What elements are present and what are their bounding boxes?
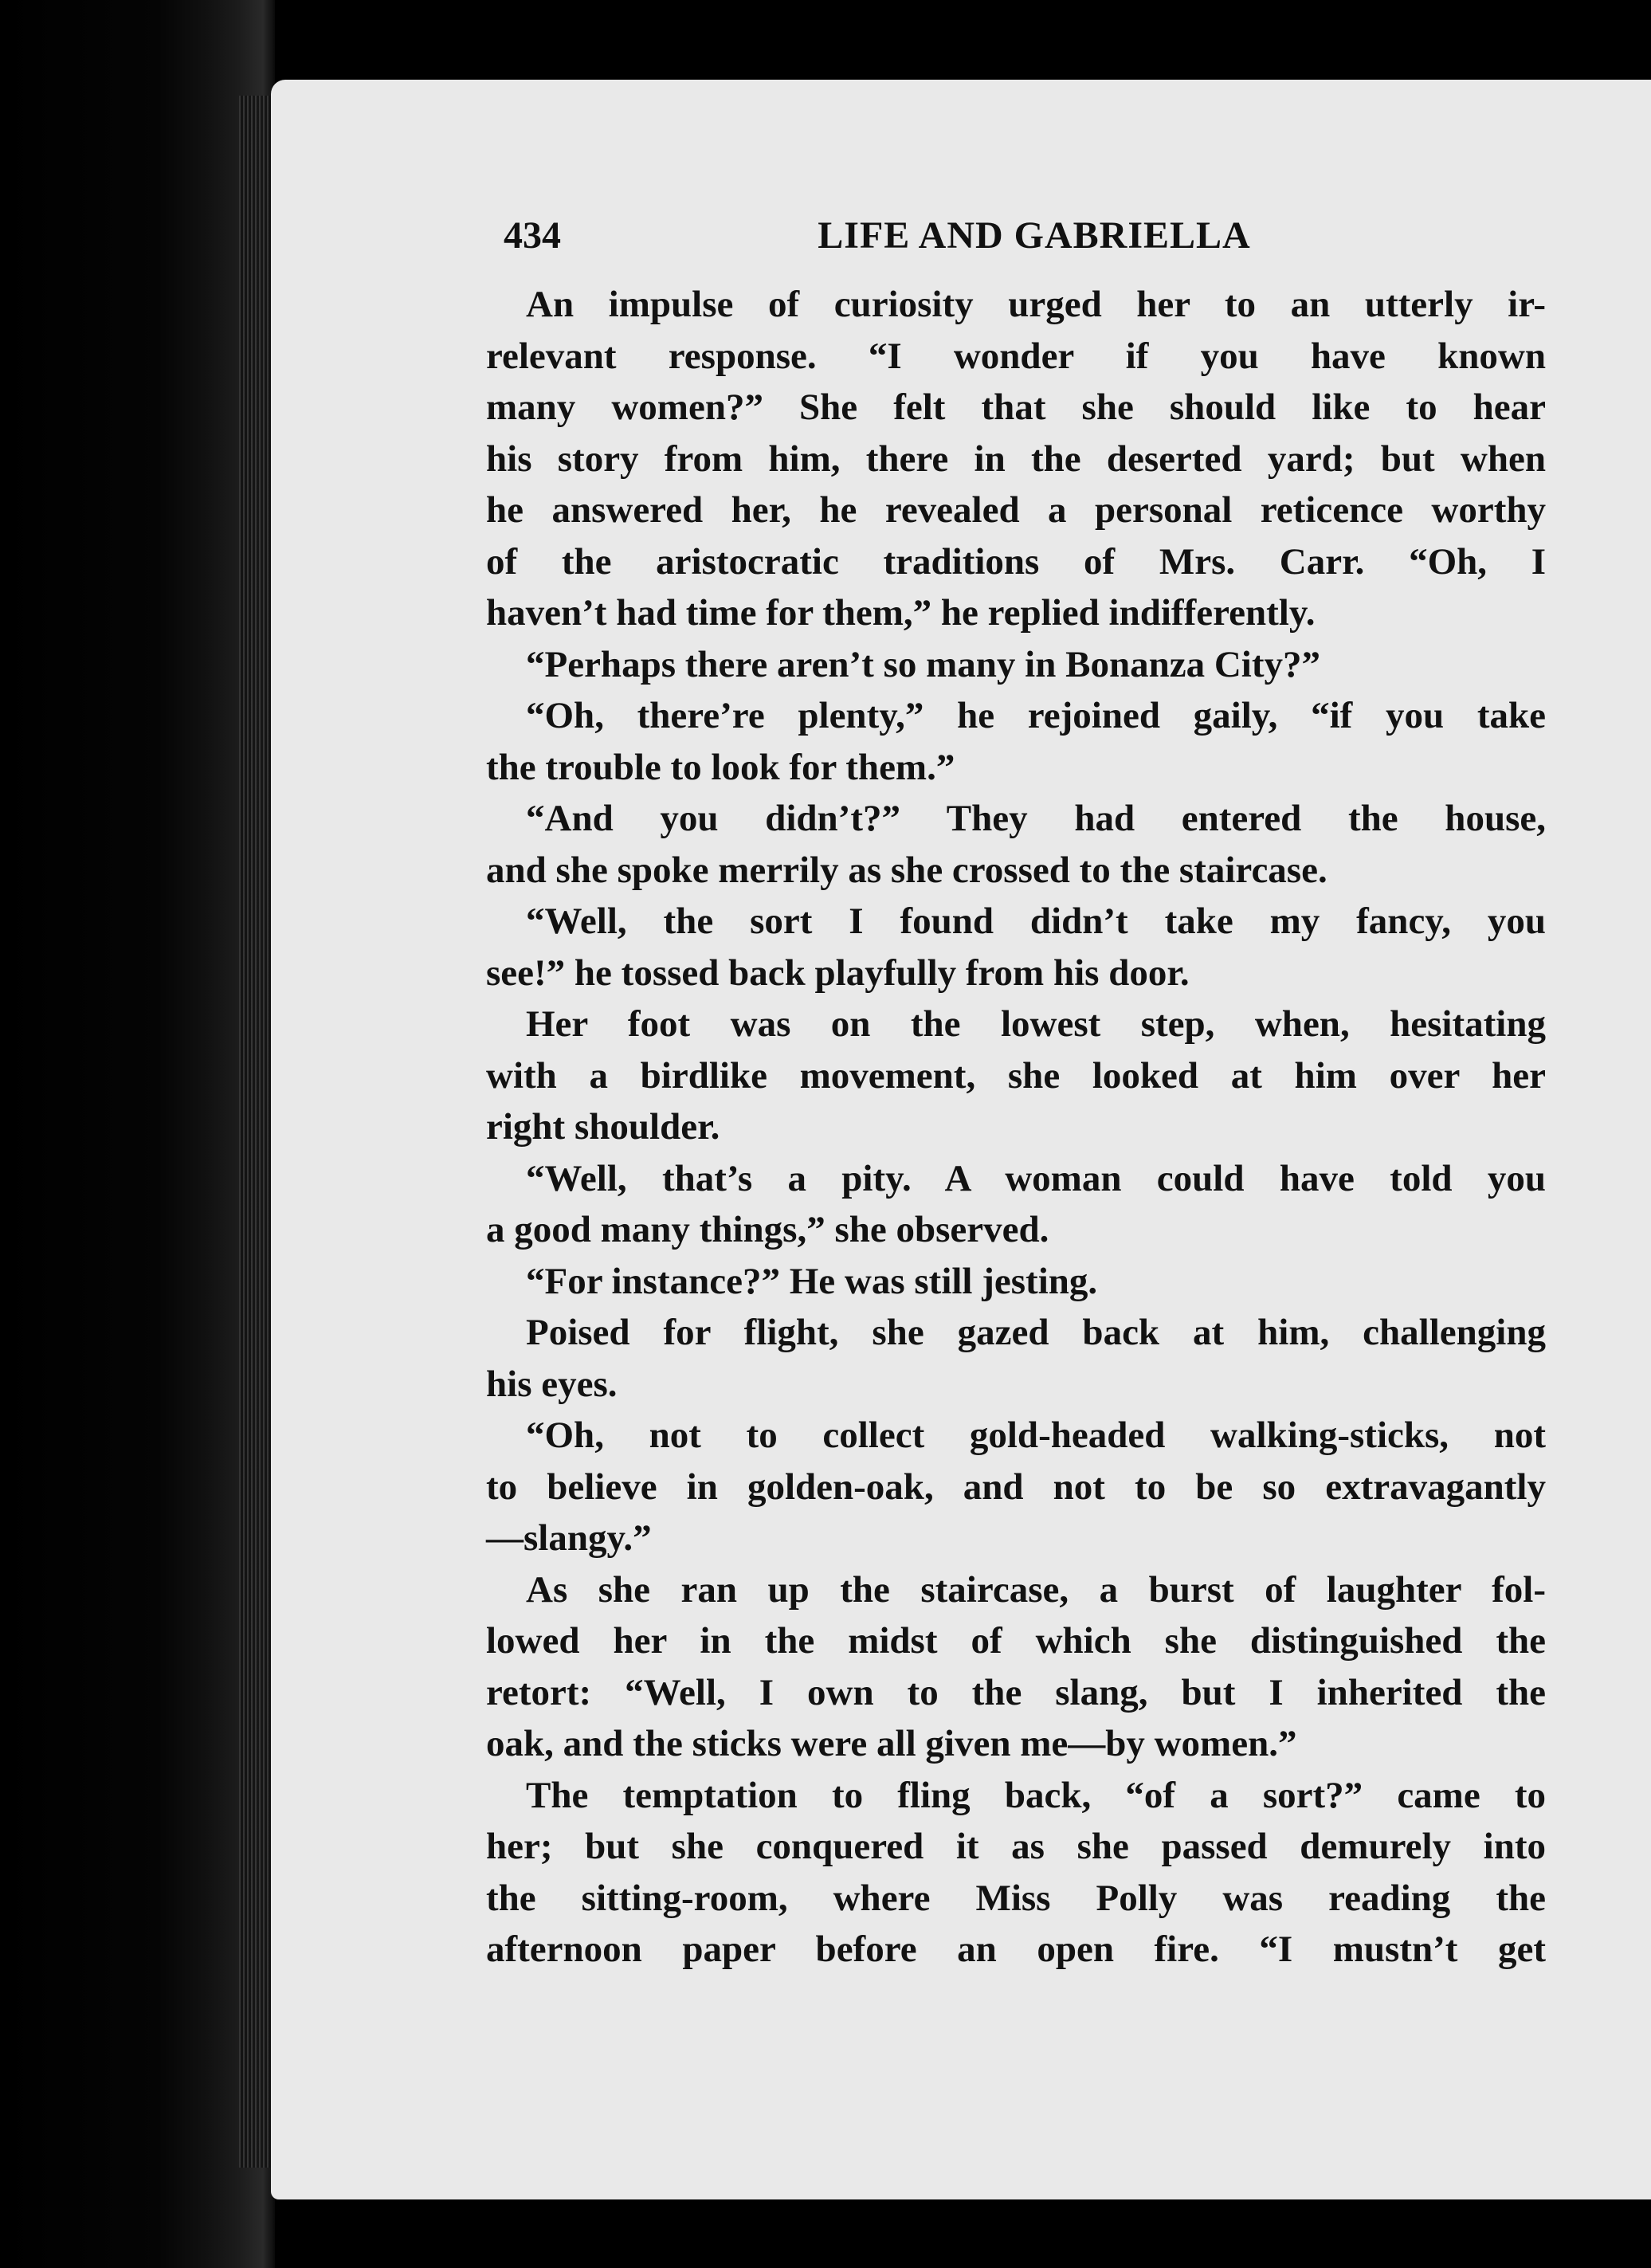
text-line: An impulse of curiosity urged her to an utterly ir- [526, 284, 1546, 325]
text-line: Poised for flight, she gazed back at him, challenging [526, 1312, 1546, 1353]
body-text [486, 279, 1546, 1976]
text-line: “For instance?” He was still jesting. [526, 1260, 1098, 1302]
text-line: see!” he tossed back playfully from his door. [486, 952, 1190, 994]
text-line: many women?” She felt that she should like to hear [486, 387, 1546, 428]
page-header [504, 214, 1565, 261]
text-line: relevant response. “I wonder if you have known [486, 335, 1546, 377]
text-line: oak, and the sticks were all given me—by women.” [486, 1723, 1297, 1764]
text-line: Her foot was on the lowest step, when, hesitating [526, 1003, 1546, 1045]
text-line: his eyes. [486, 1363, 618, 1405]
text-line: The temptation to fling back, “of a sort?” came to [526, 1774, 1546, 1816]
text-line: a good many things,” she observed. [486, 1209, 1049, 1250]
text-line: of the aristocratic traditions of Mrs. Carr. “Oh, I [486, 540, 1546, 583]
book-page [271, 80, 1651, 2199]
text-line: the sitting-room, where Miss Polly was reading the [486, 1877, 1546, 1919]
text-line: “Oh, not to collect gold-headed walking-sticks, not [526, 1415, 1546, 1456]
text-line: haven’t had time for them,” he replied indifferently. [486, 592, 1316, 634]
text-line: “Perhaps there aren’t so many in Bonanza City?” [526, 643, 1321, 685]
text-line: “And you didn’t?” They had entered the house, [526, 798, 1546, 839]
text-line: the trouble to look for them.” [486, 746, 955, 788]
text-line: retort: “Well, I own to the slang, but I inherited the [486, 1671, 1546, 1713]
text-line: —slangy.” [486, 1517, 652, 1559]
text-line: to believe in golden-oak, and not to be so extravagantly [486, 1466, 1546, 1508]
page-edges [239, 96, 275, 2168]
text-line: lowed her in the midst of which she distinguished the [486, 1620, 1546, 1662]
text-line: right shoulder. [486, 1106, 720, 1148]
running-head: LIFE AND GABRIELLA [818, 214, 1251, 257]
text-line: he answered her, he revealed a personal reticence worthy [486, 489, 1546, 531]
text-line: with a birdlike movement, she looked at him over her [486, 1054, 1546, 1097]
text-line: “Well, that’s a pity. A woman could have told you [526, 1157, 1546, 1199]
text-line: afternoon paper before an open fire. “I mustn’t get [486, 1929, 1546, 1970]
text-line: and she spoke merrily as she crossed to the staircase. [486, 849, 1327, 891]
book-edge [0, 0, 275, 2268]
page-number: 434 [504, 214, 561, 257]
text-line: his story from him, there in the deserted yard; but when [486, 438, 1546, 480]
text-line: her; but she conquered it as she passed demurely into [486, 1826, 1546, 1867]
text-line: “Oh, there’re plenty,” he rejoined gaily, “if you take [526, 695, 1546, 736]
text-line: “Well, the sort I found didn’t take my fancy, you [526, 901, 1546, 942]
text-line: As she ran up the staircase, a burst of laughter fol- [526, 1568, 1546, 1611]
